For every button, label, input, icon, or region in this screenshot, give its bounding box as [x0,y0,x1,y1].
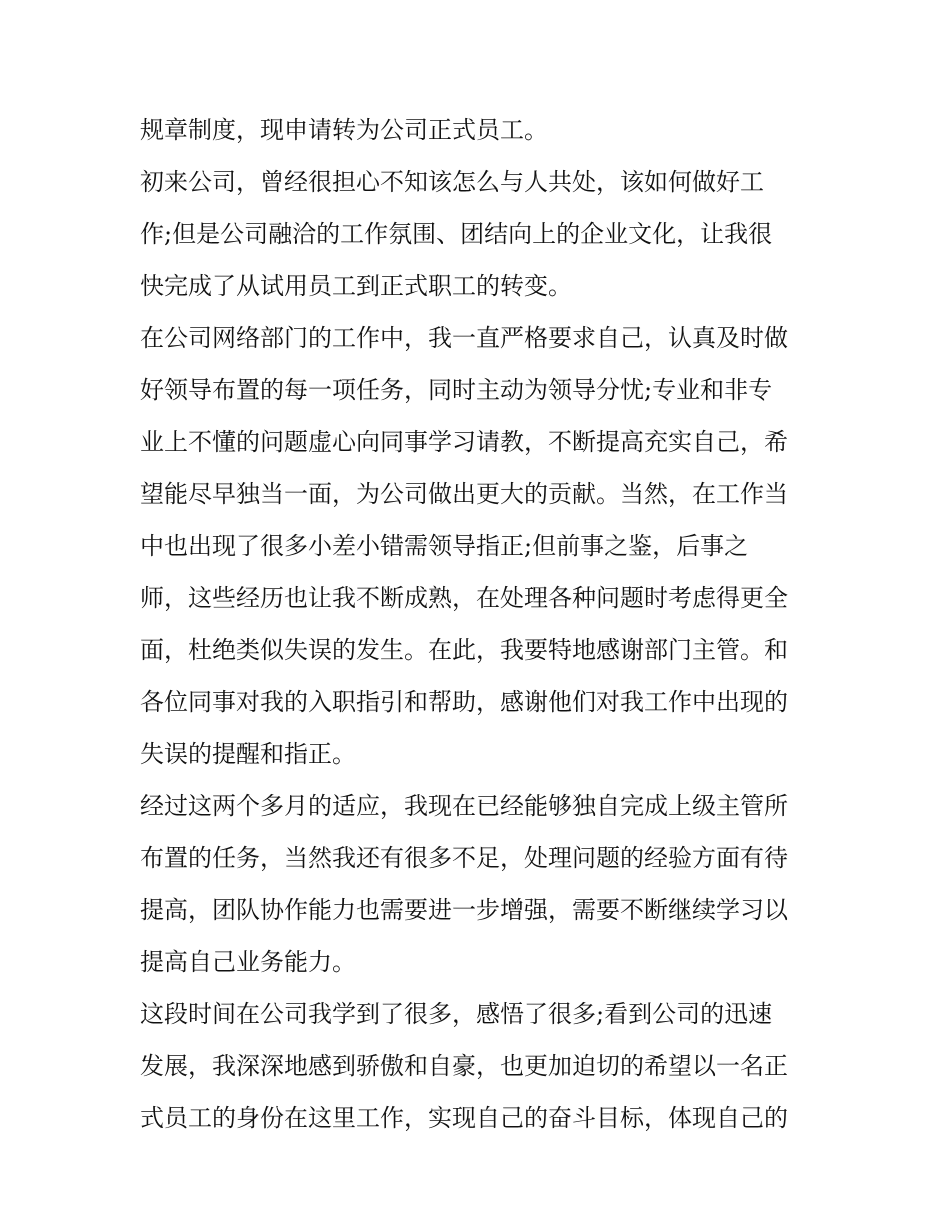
text-line: 式员工的身份在这里工作，实现自己的奋斗目标，体现自己的 [140,1104,788,1132]
text-line: 提高自己业务能力。 [140,948,356,976]
text-line: 各位同事对我的入职指引和帮助，感谢他们对我工作中出现的 [140,688,788,716]
text-line: 中也出现了很多小差小错需领导指正;但前事之鉴，后事之 [140,532,749,560]
text-line: 提高，团队协作能力也需要进一步增强，需要不断继续学习以 [140,896,788,924]
text-line: 作;但是公司融洽的工作氛围、团结向上的企业文化，让我很 [140,220,773,248]
text-line: 快完成了从试用员工到正式职工的转变。 [140,272,572,300]
text-line: 布置的任务，当然我还有很多不足，处理问题的经验方面有待 [140,844,788,872]
text-line: 面，杜绝类似失误的发生。在此，我要特地感谢部门主管。和 [140,636,788,664]
text-line: 初来公司，曾经很担心不知该怎么与人共处，该如何做好工 [140,168,764,196]
text-line: 这段时间在公司我学到了很多，感悟了很多;看到公司的迅速 [140,1000,773,1028]
text-line: 经过这两个多月的适应，我现在已经能够独自完成上级主管所 [140,792,788,820]
text-line: 规章制度，现申请转为公司正式员工。 [140,116,548,144]
text-line: 业上不懂的问题虚心向同事学习请教，不断提高充实自己，希 [140,428,788,456]
text-line: 在公司网络部门的工作中，我一直严格要求自己，认真及时做 [140,324,788,352]
text-line: 失误的提醒和指正。 [140,740,356,768]
text-line: 师，这些经历也让我不断成熟，在处理各种问题时考虑得更全 [140,584,788,612]
text-line: 望能尽早独当一面，为公司做出更大的贡献。当然，在工作当 [140,480,788,508]
text-line: 好领导布置的每一项任务，同时主动为领导分忧;专业和非专 [140,376,773,404]
text-line: 发展，我深深地感到骄傲和自豪，也更加迫切的希望以一名正 [140,1052,788,1080]
